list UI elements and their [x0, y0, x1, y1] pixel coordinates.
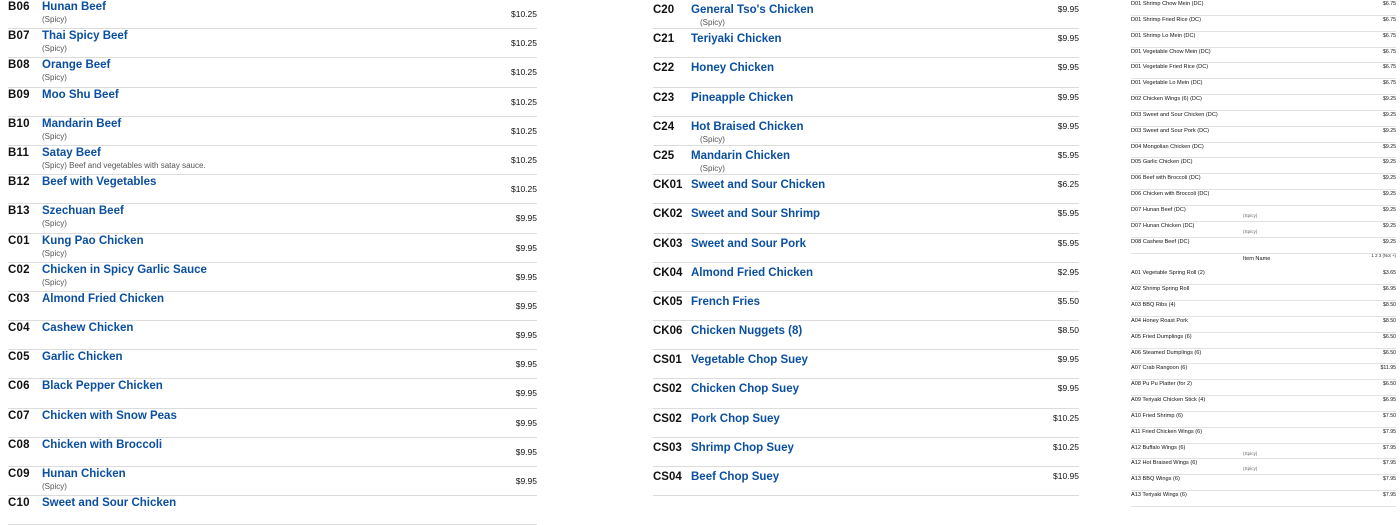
menu-item-code: CS02 [653, 412, 682, 425]
menu-item-name[interactable]: Sweet and Sour Shrimp [691, 208, 821, 221]
menu-item-name[interactable]: Garlic Chicken [42, 351, 123, 364]
menu-item-row[interactable] [0, 496, 545, 525]
menu-item-row[interactable] [545, 175, 1095, 204]
menu-item-row[interactable] [545, 0, 1095, 29]
compact-menu-row[interactable] [1127, 127, 1400, 143]
menu-item-name[interactable]: Orange Beef [42, 59, 111, 72]
compact-menu-row[interactable] [1127, 143, 1400, 159]
compact-menu-label: D08 Cashew Beef (DC) [1131, 238, 1190, 245]
menu-item-note: (Spicy) [42, 482, 67, 491]
row-divider [653, 495, 1079, 496]
compact-menu-row[interactable] [1127, 396, 1400, 412]
compact-menu-price: $6.75 [1383, 80, 1396, 87]
menu-item-code: CK03 [653, 237, 683, 250]
menu-item-price: $9.95 [515, 300, 537, 311]
menu-item-code: CK05 [653, 295, 683, 308]
item-name-header [1127, 254, 1400, 270]
compact-menu-label: A01 Vegetable Spring Roll (2) [1131, 270, 1205, 277]
compact-menu-label: A06 Steamed Dumplings (6) [1131, 349, 1202, 356]
menu-item-price: $10.25 [511, 38, 537, 49]
menu-item-row[interactable] [545, 350, 1095, 379]
compact-menu-row[interactable] [1127, 444, 1400, 460]
menu-item-price: $10.25 [511, 96, 537, 107]
compact-menu-price: $9.25 [1383, 96, 1396, 103]
menu-item-row[interactable] [545, 379, 1095, 408]
menu-item-row[interactable] [545, 292, 1095, 321]
menu-item-code: C08 [8, 438, 30, 451]
item-name-header-numbers: 1 2 3 (Not +) [1371, 252, 1396, 258]
compact-menu-price: $6.50 [1383, 349, 1396, 356]
compact-menu-price: $9.25 [1383, 143, 1396, 150]
menu-item-code: C02 [8, 263, 30, 276]
menu-item-row[interactable] [0, 0, 545, 29]
compact-menu-price: $8.50 [1383, 317, 1396, 324]
menu-item-price: $10.25 [511, 154, 537, 165]
menu-item-note: (Spicy) [42, 248, 67, 258]
menu-item-code: C25 [653, 149, 675, 162]
menu-item-name[interactable]: Hot Braised Chicken [691, 120, 804, 133]
menu-item-note: (Spicy) [42, 277, 67, 287]
compact-menu-row[interactable] [1127, 206, 1400, 222]
menu-item-row[interactable] [0, 117, 545, 146]
compact-menu-row[interactable] [1127, 333, 1400, 349]
compact-menu-row[interactable] [1127, 16, 1400, 32]
menu-item-price: $10.25 [1053, 441, 1079, 452]
menu-item-name[interactable]: Almond Fried Chicken [691, 266, 814, 279]
menu-item-row[interactable] [545, 467, 1095, 496]
menu-item-price: $5.95 [1057, 208, 1079, 219]
compact-menu-row[interactable] [1127, 301, 1400, 317]
menu-item-price: $9.95 [515, 388, 537, 399]
compact-menu-row[interactable] [1127, 0, 1400, 16]
menu-item-price: $2.95 [1057, 266, 1079, 277]
compact-menu-label: A13 Teriyaki Wings (6) [1131, 492, 1187, 499]
menu-item-price: $9.95 [515, 446, 537, 457]
compact-menu-price: $3.65 [1383, 270, 1396, 277]
menu-column-left [0, 0, 545, 510]
compact-menu-price: $6.75 [1383, 1, 1396, 7]
menu-item-price: $10.25 [511, 125, 537, 136]
menu-item-name[interactable]: Black Pepper Chicken [42, 380, 163, 393]
menu-item-note: (Spicy) [42, 219, 67, 229]
menu-item-price: $9.95 [1057, 4, 1079, 14]
menu-item-note: (Spicy) [700, 134, 725, 144]
compact-menu-label: D03 Sweet and Sour Pork (DC) [1131, 127, 1210, 134]
menu-item-price: $6.25 [1057, 179, 1079, 190]
compact-menu-row[interactable] [1127, 32, 1400, 48]
menu-item-name[interactable]: General Tso's Chicken [691, 4, 814, 16]
menu-item-price: $9.95 [1057, 383, 1079, 394]
compact-menu-row[interactable] [1127, 428, 1400, 444]
item-name-header-label: Item Name [1243, 255, 1271, 262]
menu-item-name[interactable]: Hunan Beef [42, 1, 106, 13]
compact-menu-row[interactable] [1127, 95, 1400, 111]
menu-item-code: CK01 [653, 179, 683, 192]
menu-item-name[interactable]: Sweet and Sour Chicken [691, 179, 826, 192]
menu-item-code: B10 [8, 117, 30, 130]
compact-menu-price: $6.95 [1383, 397, 1396, 404]
compact-menu-price: $9.25 [1383, 191, 1396, 198]
compact-menu-label: D04 Mongolian Chicken (DC) [1131, 143, 1204, 150]
menu-item-price: $10.25 [511, 67, 537, 78]
compact-menu-note: (Spicy) [1243, 450, 1258, 456]
menu-item-row[interactable] [0, 175, 545, 204]
menu-item-row[interactable] [545, 204, 1095, 233]
menu-item-row[interactable] [545, 29, 1095, 58]
menu-item-note: (Spicy) [700, 18, 725, 27]
menu-item-name[interactable]: Satay Beef [42, 146, 101, 159]
compact-menu-note: (Spicy) [1243, 466, 1258, 472]
compact-menu-price: $6.75 [1383, 64, 1396, 71]
compact-menu-row[interactable] [1127, 48, 1400, 64]
menu-item-code: C05 [8, 351, 30, 364]
menu-item-price: $9.95 [515, 476, 537, 486]
compact-menu-row[interactable] [1127, 63, 1400, 79]
compact-menu-price: $6.95 [1383, 286, 1396, 293]
menu-item-row[interactable] [545, 409, 1095, 438]
menu-item-price: $9.95 [515, 271, 537, 282]
menu-item-row[interactable] [545, 234, 1095, 263]
menu-item-code: C03 [8, 292, 30, 305]
compact-menu-label: D03 Sweet and Sour Chicken (DC) [1131, 111, 1218, 118]
compact-menu-row[interactable] [1127, 459, 1400, 475]
menu-item-name[interactable]: Vegetable Chop Suey [691, 354, 808, 367]
compact-menu-price: $9.25 [1383, 159, 1396, 166]
menu-item-name[interactable]: Teriyaki Chicken [691, 33, 782, 46]
menu-item-row[interactable] [0, 321, 545, 350]
compact-menu-label: A05 Fried Dumplings (6) [1131, 333, 1192, 340]
menu-item-code: B07 [8, 30, 30, 43]
menu-item-code: C20 [653, 4, 675, 16]
menu-item-name[interactable]: Honey Chicken [691, 62, 775, 75]
compact-menu-label: A02 Shrimp Spring Roll [1131, 286, 1190, 293]
menu-item-name[interactable]: Beef Chop Suey [691, 471, 780, 483]
compact-menu-price: $6.75 [1383, 32, 1396, 39]
menu-item-code: C04 [8, 322, 30, 335]
compact-menu-price: $6.75 [1383, 16, 1396, 23]
row-divider [1131, 506, 1396, 507]
menu-item-code: C23 [653, 91, 675, 104]
compact-menu-label: D07 Hunan Chicken (DC) [1131, 222, 1195, 229]
menu-item-name[interactable]: Cashew Chicken [42, 322, 134, 335]
menu-item-name[interactable]: Mandarin Chicken [691, 149, 791, 162]
compact-menu-label: A03 BBQ Ribs (4) [1131, 302, 1176, 309]
compact-menu-label: D05 Garlic Chicken (DC) [1131, 159, 1193, 166]
compact-menu-price: $7.95 [1383, 428, 1396, 435]
compact-menu-label: D07 Hunan Beef (DC) [1131, 206, 1186, 213]
menu-item-price: $5.95 [1057, 237, 1079, 248]
menu-item-row[interactable] [0, 409, 545, 438]
menu-item-price: $10.25 [511, 184, 537, 195]
compact-menu-label: A09 Teriyaki Chicken Stick (4) [1131, 397, 1206, 404]
menu-item-code: B06 [8, 1, 30, 13]
compact-menu-row[interactable] [1127, 190, 1400, 206]
menu-item-code: C07 [8, 409, 30, 422]
menu-item-name[interactable]: Chicken Nuggets (8) [691, 325, 803, 338]
menu-item-note: (Spicy) [42, 44, 67, 54]
menu-item-name[interactable]: Chicken Chop Suey [691, 383, 799, 396]
menu-item-note: (Spicy) [42, 73, 67, 83]
menu-item-row[interactable] [545, 438, 1095, 467]
menu-item-row[interactable] [0, 379, 545, 408]
compact-menu-row[interactable] [1127, 380, 1400, 396]
menu-item-price: $9.95 [1057, 62, 1079, 73]
compact-menu-label: D02 Chicken Wings (6) (DC) [1131, 96, 1202, 103]
compact-menu-price: $6.50 [1383, 333, 1396, 340]
menu-item-price: $5.95 [1057, 149, 1079, 160]
compact-menu-row[interactable] [1127, 491, 1400, 507]
menu-item-price: $10.25 [511, 9, 537, 19]
menu-item-price: $9.95 [515, 330, 537, 341]
menu-item-price: $5.50 [1057, 295, 1079, 306]
menu-item-name[interactable]: Shrimp Chop Suey [691, 441, 794, 454]
menu-item-code: C06 [8, 380, 30, 393]
compact-menu-price: $7.95 [1383, 460, 1396, 467]
menu-item-name[interactable]: Szechuan Beef [42, 205, 124, 218]
compact-menu-row[interactable] [1127, 238, 1400, 254]
menu-item-row[interactable] [0, 58, 545, 87]
menu-item-row[interactable] [0, 88, 545, 117]
menu-item-code: CK04 [653, 266, 683, 279]
compact-menu-price: $9.25 [1383, 222, 1396, 229]
compact-menu-price: $6.75 [1383, 48, 1396, 55]
menu-item-code: C21 [653, 33, 675, 46]
compact-menu-price: $7.95 [1383, 476, 1396, 483]
compact-menu-price: $9.25 [1383, 127, 1396, 134]
compact-menu-label: A12 Hot Braised Wings (6) [1131, 460, 1198, 467]
menu-column-right [1127, 0, 1400, 500]
compact-menu-price: $9.25 [1383, 175, 1396, 182]
menu-item-code: C10 [8, 497, 30, 510]
menu-item-price: $9.95 [515, 417, 537, 428]
menu-item-price: $9.95 [515, 213, 537, 224]
compact-menu-label: D01 Vegetable Lo Mein (DC) [1131, 80, 1203, 87]
compact-menu-row[interactable] [1127, 158, 1400, 174]
compact-menu-label: D01 Vegetable Fried Rice (DC) [1131, 64, 1209, 71]
compact-menu-price: $8.50 [1383, 302, 1396, 309]
compact-menu-row[interactable] [1127, 349, 1400, 365]
menu-item-price: $9.95 [515, 242, 537, 253]
compact-menu-price: $7.95 [1383, 444, 1396, 451]
menu-item-row[interactable] [545, 321, 1095, 350]
compact-menu-label: D01 Vegetable Chow Mein (DC) [1131, 48, 1211, 55]
menu-item-note: (Spicy) [700, 163, 725, 173]
compact-menu-label: A12 Buffalo Wings (6) [1131, 444, 1186, 451]
menu-item-row[interactable] [0, 263, 545, 292]
menu-item-code: CS02 [653, 383, 682, 396]
compact-menu-price: $11.95 [1380, 365, 1396, 372]
menu-item-row[interactable] [545, 117, 1095, 146]
menu-item-name[interactable]: Almond Fried Chicken [42, 292, 165, 305]
menu-item-note: (Spicy) [42, 15, 67, 24]
compact-menu-label: A13 BBQ Wings (6) [1131, 476, 1180, 483]
compact-menu-label: D06 Chicken with Broccoli (DC) [1131, 191, 1210, 198]
menu-item-name[interactable]: Moo Shu Beef [42, 88, 119, 101]
menu-item-code: B09 [8, 88, 30, 101]
menu-item-code: C22 [653, 62, 675, 75]
menu-item-row[interactable] [0, 29, 545, 58]
menu-column-middle [545, 0, 1095, 500]
menu-item-name[interactable]: Chicken in Spicy Garlic Sauce [42, 263, 207, 276]
menu-item-price: $9.95 [1057, 91, 1079, 102]
menu-item-row[interactable] [545, 58, 1095, 87]
menu-item-row[interactable] [0, 292, 545, 321]
compact-menu-price: $9.25 [1383, 206, 1396, 213]
menu-item-code: B08 [8, 59, 30, 72]
menu-item-name[interactable]: Kung Pao Chicken [42, 234, 144, 247]
compact-menu-price: $6.50 [1383, 381, 1396, 388]
menu-item-row[interactable] [0, 146, 545, 175]
menu-item-name[interactable]: Chicken with Broccoli [42, 438, 163, 451]
compact-menu-label: D01 Shrimp Fried Rice (DC) [1131, 16, 1201, 23]
menu-item-code: B12 [8, 176, 30, 189]
compact-menu-row[interactable] [1127, 364, 1400, 380]
compact-menu-price: $9.25 [1383, 238, 1396, 245]
menu-item-price: $8.50 [1057, 325, 1079, 336]
compact-menu-label: A08 Pu Pu Platter (for 2) [1131, 381, 1192, 388]
menu-item-name[interactable]: Chicken with Snow Peas [42, 409, 177, 422]
compact-menu-label: A10 Fried Shrimp (6) [1131, 412, 1183, 419]
menu-item-price: $9.95 [1057, 33, 1079, 44]
menu-item-note: (Spicy) [42, 131, 67, 141]
menu-item-name[interactable]: Sweet and Sour Pork [691, 237, 807, 250]
compact-menu-label: D06 Beef with Broccoli (DC) [1131, 175, 1201, 182]
menu-item-code: CK02 [653, 208, 683, 221]
menu-item-code: CS04 [653, 471, 682, 483]
menu-item-code: B13 [8, 205, 30, 218]
compact-menu-price: $7.95 [1383, 492, 1396, 499]
compact-menu-label: A11 Fried Chicken Wings (6) [1131, 428, 1203, 435]
menu-item-row[interactable] [545, 263, 1095, 292]
compact-menu-note: (Spicy) [1243, 212, 1258, 218]
menu-item-row[interactable] [545, 88, 1095, 117]
compact-menu-label: A04 Honey Roast Pork [1131, 317, 1188, 324]
menu-item-row[interactable] [0, 350, 545, 379]
menu-item-row[interactable] [545, 146, 1095, 175]
compact-menu-label: A07 Crab Rangoon (6) [1131, 365, 1188, 372]
menu-item-row[interactable] [0, 234, 545, 263]
compact-menu-row[interactable] [1127, 475, 1400, 491]
menu-item-name[interactable]: French Fries [691, 295, 761, 308]
compact-menu-row[interactable] [1127, 412, 1400, 428]
compact-menu-row[interactable] [1127, 317, 1400, 333]
compact-menu-row[interactable] [1127, 79, 1400, 95]
menu-item-name[interactable]: Pork Chop Suey [691, 412, 780, 425]
menu-item-code: CS03 [653, 441, 682, 454]
compact-menu-row[interactable] [1127, 222, 1400, 238]
menu-item-row[interactable] [0, 204, 545, 233]
compact-menu-row[interactable] [1127, 285, 1400, 301]
compact-menu-note: (Spicy) [1243, 228, 1258, 234]
menu-item-name[interactable]: Mandarin Beef [42, 117, 122, 130]
menu-item-price: $9.95 [1057, 354, 1079, 365]
compact-menu-label: D01 Shrimp Lo Mein (DC) [1131, 32, 1196, 39]
compact-menu-label: D01 Shrimp Chow Mein (DC) [1131, 1, 1204, 7]
menu-item-price: $10.25 [1053, 412, 1079, 423]
compact-menu-price: $9.25 [1383, 111, 1396, 118]
menu-item-code: C09 [8, 468, 30, 480]
menu-item-name[interactable]: Pineapple Chicken [691, 91, 794, 104]
compact-menu-row[interactable] [1127, 111, 1400, 127]
menu-item-name[interactable]: Thai Spicy Beef [42, 30, 128, 43]
menu-item-code: C01 [8, 234, 30, 247]
compact-menu-row[interactable] [1127, 269, 1400, 285]
menu-item-code: C24 [653, 120, 675, 133]
menu-item-price: $9.95 [1057, 120, 1079, 131]
menu-item-name[interactable]: Hunan Chicken [42, 468, 126, 480]
menu-item-name[interactable]: Sweet and Sour Chicken [42, 497, 177, 510]
menu-item-note: (Spicy) Beef and vegetables with satay sauce. [42, 160, 206, 170]
compact-menu-price: $7.50 [1383, 412, 1396, 419]
menu-item-code: B11 [8, 146, 30, 159]
menu-item-price: $9.95 [515, 359, 537, 370]
menu-item-code: CK06 [653, 325, 683, 338]
menu-item-row[interactable] [0, 438, 545, 467]
menu-item-code: CS01 [653, 354, 682, 367]
menu-item-row[interactable] [0, 467, 545, 496]
menu-item-name[interactable]: Beef with Vegetables [42, 176, 157, 189]
compact-menu-row[interactable] [1127, 174, 1400, 190]
menu-item-price: $10.95 [1053, 471, 1079, 481]
